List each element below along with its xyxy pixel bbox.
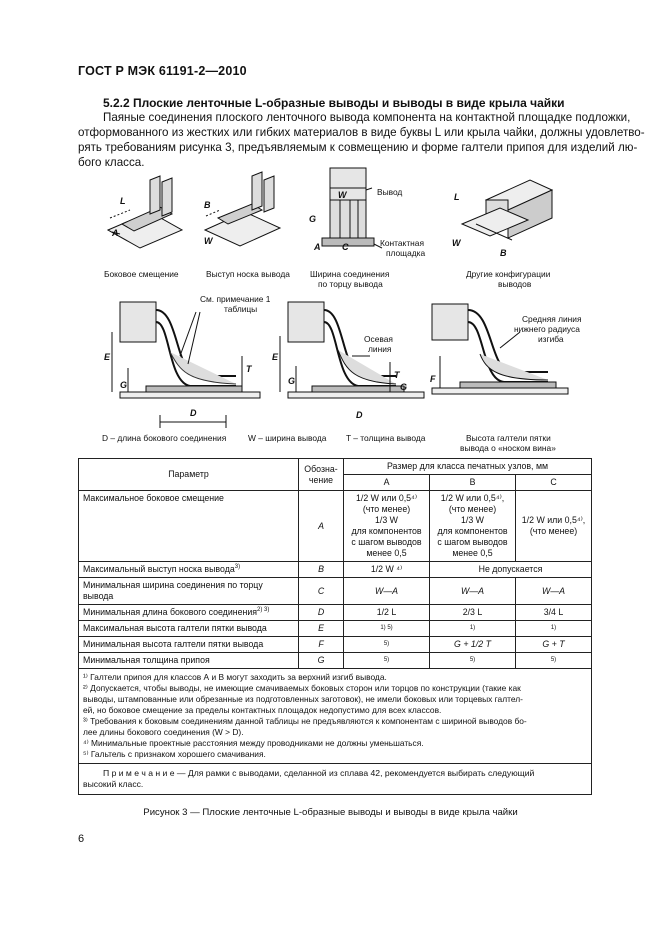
header-class-a: A	[344, 475, 430, 491]
row-class-c: 1)	[516, 621, 592, 637]
cell-line: с шагом выводов	[351, 537, 422, 547]
caption-w-def: W – ширина вывода	[248, 433, 327, 443]
row-symbol: A	[299, 491, 344, 562]
row-param: Минимальная толщина припоя	[79, 653, 299, 669]
cell-line: (что менее)	[448, 504, 497, 514]
row-param-text: Максимальный выступ носка вывода	[83, 564, 235, 574]
caption-end-joint: по торцу вывода	[318, 279, 383, 289]
label-W: W	[204, 236, 213, 246]
note-line: высокий класс.	[83, 779, 144, 789]
cell-line: 1/2 W или 0,5⁴⁾,	[521, 515, 586, 525]
cell-line: менее 0,5	[366, 548, 407, 558]
footnote-ref: 3)	[234, 564, 241, 571]
row-class-a: W—A	[344, 578, 430, 605]
label-mid-radius: изгиба	[538, 334, 564, 344]
table-row	[79, 637, 592, 653]
header-designation-line: чение	[308, 474, 334, 485]
row-class-b: 1)	[430, 621, 516, 637]
footnote: ¹⁾ Галтели припоя для классов А и В могут заходить за верхний изгиб вывода.	[83, 672, 387, 682]
table-row	[79, 491, 592, 562]
row-class-c: 3/4 L	[516, 605, 592, 621]
label-lead: Вывод	[377, 187, 403, 197]
footnote: ²⁾ Допускается, чтобы выводы, не имеющие смачиваемых боковых сторон или торцов по конструкции (такие как	[83, 683, 521, 693]
caption-end-joint: Ширина соединения	[310, 269, 390, 279]
header-size: Размер для класса печатных узлов, мм	[344, 459, 592, 475]
paragraph-line: отформованного из жестких или гибких материалов в виде буквы L или крыла чайки, должны удовлетво-	[78, 126, 645, 139]
row-symbol: G	[299, 653, 344, 669]
cell-line: 1/3 W	[375, 515, 398, 525]
label-D: D	[356, 410, 363, 420]
table-row	[79, 605, 592, 621]
label-E: E	[104, 352, 111, 362]
row-symbol: D	[299, 605, 344, 621]
caption-heel: вывода о «носком вина»	[460, 443, 556, 453]
table-row	[79, 621, 592, 637]
label-G: G	[309, 214, 317, 224]
caption-heel: Высота галтели пятки	[466, 433, 551, 443]
row-class-c: G + T	[516, 637, 592, 653]
figure-caption: Рисунок 3 — Плоские ленточные L-образные выводы и выводы в виде крыла чайки	[143, 807, 518, 818]
label-mid-radius: нижнего радиуса	[514, 324, 580, 334]
caption-other-configs: выводов	[498, 279, 532, 289]
table-row	[79, 653, 592, 669]
row-class-b	[430, 491, 516, 562]
row-class-a: 1/2 W ⁴⁾	[344, 562, 430, 578]
label-L: L	[454, 192, 460, 202]
label-G: G	[400, 382, 408, 392]
row-class-c	[516, 491, 592, 562]
label-see-note: таблицы	[224, 304, 258, 314]
label-D: D	[190, 408, 197, 418]
footnote: ⁴⁾ Минимальные проектные расстояния между проводниками не должны уменьшаться.	[83, 738, 424, 748]
label-axis: линия	[368, 344, 392, 354]
footnote: ³⁾ Требования к боковым соединениям данной таблицы не предъявляются к компонентам с шириной выводов бо-	[83, 716, 527, 726]
row-param	[79, 562, 299, 578]
row-param: Максимальная высота галтели пятки вывода	[79, 621, 299, 637]
section-heading	[103, 96, 565, 110]
row-class-b: 5)	[430, 653, 516, 669]
row-param: Минимальная ширина соединения по торцу вывода	[79, 578, 299, 605]
label-F: F	[430, 374, 436, 384]
figure-3-drawings	[0, 160, 661, 460]
caption-other-configs: Другие конфигурации	[466, 269, 551, 279]
table-note	[79, 764, 592, 795]
row-class-a: 1) 5)	[344, 621, 430, 637]
row-symbol: F	[299, 637, 344, 653]
table-row	[79, 578, 592, 605]
cell-line: менее 0,5	[452, 548, 493, 558]
label-see-note: См. примечание 1	[200, 294, 271, 304]
note-label: П р и м е ч а н и е	[103, 768, 175, 778]
footnote: лее длины бокового соединения (W > D).	[83, 727, 244, 737]
header-designation-line: Обозна-	[304, 463, 338, 474]
note-line	[83, 768, 587, 779]
label-T: T	[246, 364, 252, 374]
header-class-c: C	[516, 475, 592, 491]
header-class-b: B	[430, 475, 516, 491]
sketch-side-offset	[108, 176, 182, 248]
sketch-other-configs	[462, 180, 552, 240]
cell-line: (что менее)	[529, 526, 578, 536]
label-pad: Контактная	[380, 238, 424, 248]
label-L: L	[120, 196, 126, 206]
paragraph-line: рять требованиям рисунка 3, предъявляемым к совмещению и форме галтели припоя для изделий лю-	[78, 141, 638, 154]
label-A: A	[314, 242, 321, 252]
label-T: T	[394, 370, 400, 380]
header-designation	[299, 459, 344, 491]
row-symbol: B	[299, 562, 344, 578]
footnote-ref: 2) 3)	[257, 607, 270, 614]
label-G: G	[120, 380, 128, 390]
label-E: E	[272, 352, 279, 362]
table-footnotes-row	[79, 669, 592, 764]
label-B: B	[500, 248, 507, 258]
row-symbol: E	[299, 621, 344, 637]
table-note-row	[79, 764, 592, 795]
footnote: ⁵⁾ Гальтель с признаком хорошего смачивания.	[83, 749, 266, 759]
label-A: A	[112, 228, 119, 238]
row-class-c: 5)	[516, 653, 592, 669]
sketch-end-joint	[322, 168, 382, 248]
row-symbol: C	[299, 578, 344, 605]
label-pad: площадка	[386, 248, 426, 258]
footnote: ей, но боковое смещение за пределы контактных площадок недопустимо для всех классов.	[83, 705, 442, 715]
caption-toe-overhang: Выступ носка вывода	[206, 269, 290, 279]
document-header: ГОСТ Р МЭК 61191-2—2010	[78, 64, 247, 78]
cell-line: для компонентов	[437, 526, 508, 536]
cell-line: 1/2 W или 0,5⁴⁾	[356, 493, 417, 503]
page-number: 6	[78, 833, 85, 845]
cell-line: для компонентов	[351, 526, 422, 536]
label-W: W	[452, 238, 461, 248]
row-param: Минимальная высота галтели пятки вывода	[79, 637, 299, 653]
label-W: W	[338, 190, 347, 200]
caption-d-def: D – длина бокового соединения	[102, 433, 227, 443]
footnote: выводы, штампованные или обрезанные из подготовленных заготовок), не имели боковых или торцевых галтел-	[83, 694, 523, 704]
sketch-toe-overhang	[205, 172, 280, 246]
cell-line: (что менее)	[362, 504, 411, 514]
row-param: Максимальное боковое смещение	[79, 491, 299, 562]
row-class-a	[344, 491, 430, 562]
row-param-text: Минимальная длина бокового соединения	[83, 607, 258, 617]
label-axis: Осевая	[364, 334, 393, 344]
row-class-b: G + 1/2 T	[430, 637, 516, 653]
caption-t-def: T – толщина вывода	[346, 433, 426, 443]
paragraph-line: Паяные соединения плоского ленточного вывода компонента на контактной площадке подложки,	[103, 111, 631, 124]
header-param: Параметр	[79, 459, 299, 491]
section-title: Плоские ленточные L-образные выводы и выводы в виде крыла чайки	[133, 96, 565, 110]
section-number: 5.2.2	[103, 96, 130, 110]
cell-line: 1/3 W	[461, 515, 484, 525]
cell-line: с шагом выводов	[437, 537, 508, 547]
label-G: G	[288, 376, 296, 386]
row-class-a: 5)	[344, 653, 430, 669]
label-C: C	[342, 242, 349, 252]
row-param	[79, 605, 299, 621]
label-B: B	[204, 200, 211, 210]
table-header-row	[79, 459, 592, 475]
row-class-a: 5)	[344, 637, 430, 653]
note-text: — Для рамки с выводами, сделанной из сплава 42, рекомендуется выбирать следующий	[174, 768, 535, 778]
row-class-c: W—A	[516, 578, 592, 605]
row-class-bc: Не допускается	[430, 562, 592, 578]
label-mid-radius: Средняя линия	[522, 314, 582, 324]
sketch-side-joint-length	[112, 302, 260, 428]
row-class-b: 2/3 L	[430, 605, 516, 621]
table-row	[79, 562, 592, 578]
row-class-b: W—A	[430, 578, 516, 605]
row-class-a: 1/2 L	[344, 605, 430, 621]
cell-line: 1/2 W или 0,5⁴⁾,	[440, 493, 505, 503]
caption-side-offset: Боковое смещение	[104, 269, 179, 279]
table-footnotes	[79, 669, 592, 764]
paragraph-line: бого класса.	[78, 156, 145, 169]
parameters-table	[78, 458, 592, 795]
